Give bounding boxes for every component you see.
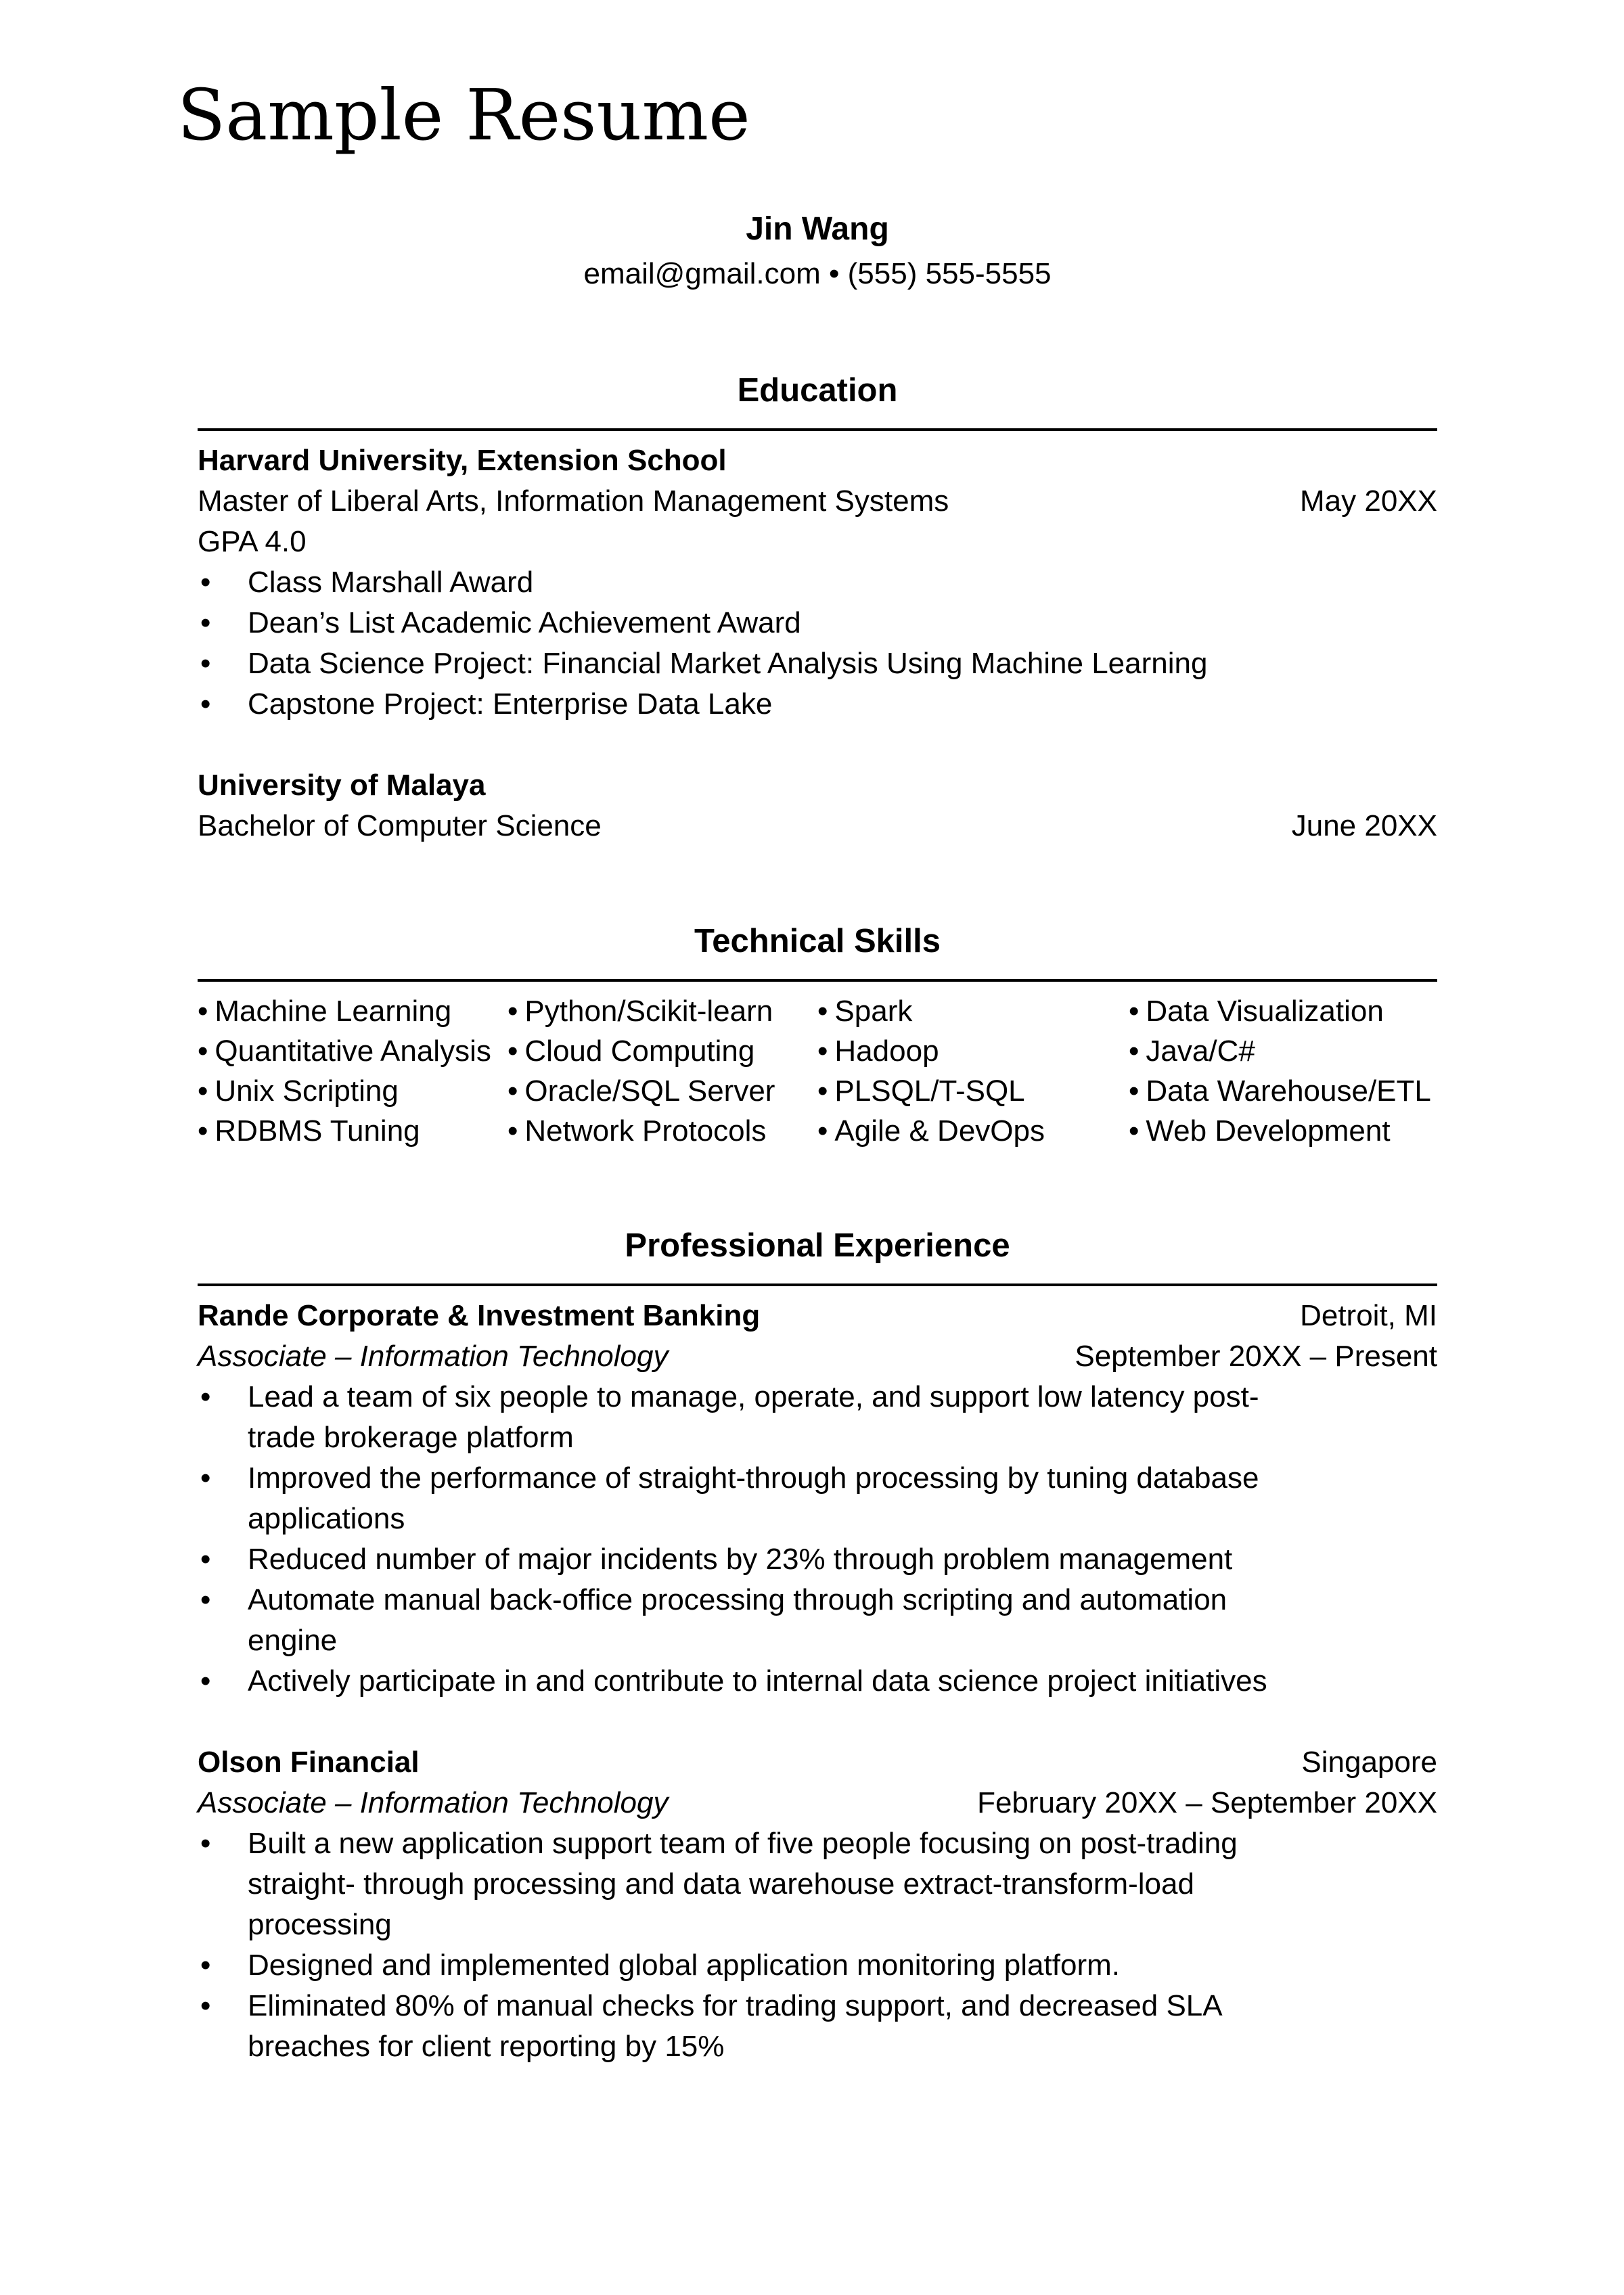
skill-item: • Oracle/SQL Server (508, 1074, 775, 1108)
degree-date: May 20XX (1300, 484, 1437, 518)
degree-row (198, 481, 1437, 522)
bullet-icon: • (200, 1827, 211, 1860)
list-item: • Automate manual back-office processing through scripting and automation engine (198, 1580, 1437, 1661)
resume-body (198, 206, 1437, 2067)
company-row (198, 1296, 1437, 1336)
experience-entry-rande (198, 1296, 1437, 1702)
role-row (198, 1336, 1437, 1377)
company-name: Rande Corporate & Investment Banking (198, 1299, 761, 1332)
page-title: Sample Resume (177, 74, 750, 156)
degree-name: Bachelor of Computer Science (198, 809, 602, 842)
school-name: University of Malaya (198, 769, 486, 802)
gpa: GPA 4.0 (198, 525, 307, 558)
list-item: • Designed and implemented global application monitoring platform. (198, 1945, 1437, 1986)
list-item: • Improved the performance of straight-through processing by tuning database applications (198, 1458, 1437, 1539)
job-title: Associate – Information Technology (198, 1340, 669, 1373)
award-list (198, 562, 1437, 725)
school-name: Harvard University, Extension School (198, 444, 727, 477)
bullet-icon: • (200, 606, 211, 639)
education-entry-harvard (198, 440, 1437, 725)
skill-item: • Unix Scripting (198, 1074, 399, 1108)
contact-line: email@gmail.com • (555) 555-5555 (583, 257, 1052, 290)
skill-item: • Data Visualization (1129, 995, 1384, 1028)
bullet-icon: • (200, 1461, 211, 1495)
bullet-icon: • (200, 1949, 211, 1982)
list-item: • Capstone Project: Enterprise Data Lake (198, 684, 1437, 725)
skill-item: • Java/C# (1129, 1035, 1255, 1068)
skill-item: • Spark (817, 995, 913, 1028)
skill-item: • Web Development (1129, 1114, 1391, 1148)
company-name: Olson Financial (198, 1746, 420, 1779)
role-row (198, 1783, 1437, 1823)
bullet-icon: • (200, 1989, 211, 2022)
skill-item: • Agile & DevOps (817, 1114, 1045, 1148)
skill-item: • Network Protocols (508, 1114, 767, 1148)
candidate-name: Jin Wang (746, 211, 889, 247)
bullet-icon: • (200, 1543, 211, 1576)
job-title: Associate – Information Technology (198, 1786, 669, 1819)
skill-item: • Data Warehouse/ETL (1129, 1074, 1431, 1108)
degree-row (198, 806, 1437, 846)
experience-heading: Professional Experience (198, 1224, 1437, 1286)
experience-entry-olson (198, 1742, 1437, 2067)
list-item: • Built a new application support team of five people focusing on post-trading straight- through processing and data warehouse extract-transform-load processing (198, 1823, 1437, 1945)
skill-item: • RDBMS Tuning (198, 1114, 420, 1148)
bullet-icon: • (200, 687, 211, 721)
education-entry-malaya (198, 765, 1437, 846)
skill-item: • PLSQL/T-SQL (817, 1074, 1025, 1108)
skills-heading: Technical Skills (198, 919, 1437, 982)
skill-item: • Cloud Computing (508, 1035, 755, 1068)
company-location: Detroit, MI (1300, 1299, 1437, 1332)
company-location: Singapore (1301, 1746, 1437, 1779)
responsibility-list (198, 1823, 1437, 2067)
degree-date: June 20XX (1291, 809, 1437, 842)
list-item: • Class Marshall Award (198, 562, 1437, 603)
bullet-icon: • (200, 566, 211, 599)
skill-item: • Machine Learning (198, 995, 452, 1028)
skill-item: • Quantitative Analysis (198, 1035, 491, 1068)
list-item: • Dean’s List Academic Achievement Award (198, 603, 1437, 643)
company-row (198, 1742, 1437, 1783)
skills-grid (198, 991, 1437, 1151)
list-item: • Lead a team of six people to manage, operate, and support low latency post-trade brokerage platform (198, 1377, 1437, 1458)
bullet-icon: • (200, 647, 211, 680)
degree-name: Master of Liberal Arts, Information Management Systems (198, 484, 949, 518)
skill-item: • Python/Scikit-learn (508, 995, 773, 1028)
list-item: • Actively participate in and contribute to internal data science project initiatives (198, 1661, 1437, 1702)
education-heading: Education (198, 369, 1437, 431)
job-dates: September 20XX – Present (1075, 1340, 1437, 1373)
list-item: • Eliminated 80% of manual checks for trading support, and decreased SLA breaches for client reporting by 15% (198, 1986, 1437, 2067)
job-dates: February 20XX – September 20XX (977, 1786, 1437, 1819)
bullet-icon: • (200, 1380, 211, 1413)
bullet-icon: • (200, 1664, 211, 1698)
list-item: • Data Science Project: Financial Market Analysis Using Machine Learning (198, 643, 1437, 684)
skill-item: • Hadoop (817, 1035, 939, 1068)
list-item: • Reduced number of major incidents by 23% through problem management (198, 1539, 1437, 1580)
bullet-icon: • (200, 1583, 211, 1616)
responsibility-list (198, 1377, 1437, 1702)
